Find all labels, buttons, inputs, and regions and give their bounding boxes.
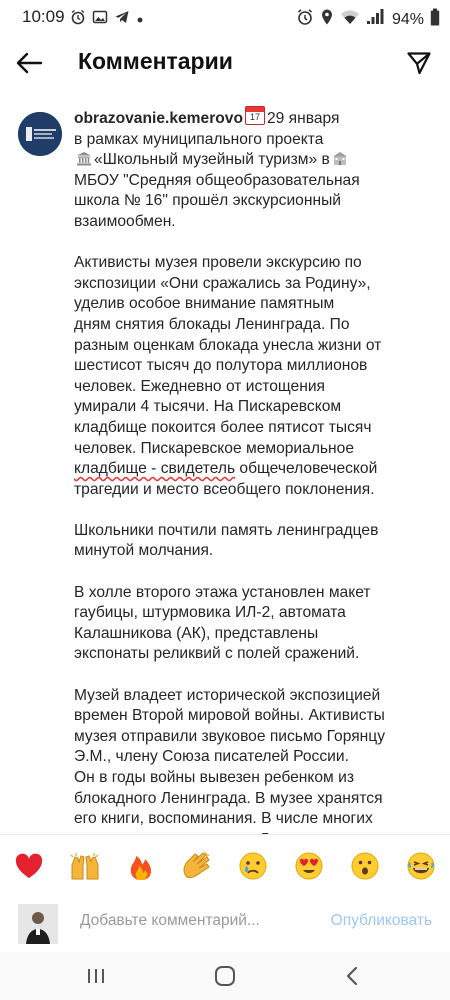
post-caption	[74, 106, 434, 892]
calendar-icon: 17	[245, 106, 265, 125]
surprised-face-icon[interactable]	[348, 849, 382, 883]
battery-icon	[430, 8, 440, 31]
fire-icon[interactable]	[124, 849, 158, 883]
school-icon	[332, 151, 348, 166]
laughing-face-icon[interactable]	[404, 849, 438, 883]
page-title: Комментарии	[78, 48, 233, 74]
heart-icon[interactable]	[12, 849, 46, 883]
avatar[interactable]	[18, 904, 58, 944]
paper-plane-icon	[406, 50, 432, 81]
username-link[interactable]: obrazovanie.kemerovo	[74, 110, 243, 127]
crying-face-icon[interactable]	[236, 849, 270, 883]
recents-icon[interactable]	[82, 962, 110, 990]
back-button[interactable]	[12, 48, 46, 82]
signal-icon	[366, 8, 384, 31]
raised-hands-icon[interactable]	[68, 849, 102, 883]
image-icon	[92, 9, 108, 30]
wifi-icon	[340, 8, 360, 31]
battery-percentage: 94%	[391, 10, 424, 28]
emoji-reactions-bar	[0, 834, 450, 897]
dot-icon	[136, 11, 144, 29]
back-icon[interactable]	[338, 962, 366, 990]
classical-building-icon	[76, 151, 92, 166]
telegram-icon	[114, 9, 130, 30]
caption-paragraph: Школьники почтили память ленинградцев минутой молчания.	[74, 521, 379, 560]
arrow-left-icon	[15, 51, 43, 80]
alarm-icon	[70, 9, 86, 30]
location-icon	[320, 8, 334, 31]
heart-eyes-icon[interactable]	[292, 849, 326, 883]
caption-paragraph: obrazovanie.kemerovo 17 29 января в рамках муниципального проекта «Школьный музейный туризм» в МБОУ "Средняя общеобразовательная школа № 16" прошёл экскурсионный взаимообмен.	[74, 106, 434, 233]
avatar[interactable]	[18, 112, 62, 156]
comments-content	[0, 92, 450, 834]
publish-button[interactable]: Опубликовать	[330, 912, 432, 929]
header	[0, 36, 450, 92]
spellcheck-underline: кладбище - свидетель	[74, 460, 236, 478]
caption-paragraph: Музей владеет исторической экспозицией времен Второй мировой войны. Активисты музея отправили звуковое письмо Горянцу Э.М., члену Союза писателей России. Он в годы войны вывезен ребенком из блокадного Ленинграда. В музее хранятся его книги, воспоминания. В числе многих	[74, 686, 386, 828]
system-navigation-bar	[0, 952, 450, 1000]
alarm-clock-icon	[296, 8, 314, 31]
clapping-hands-icon[interactable]	[180, 849, 214, 883]
caption-paragraph: Активисты музея провели экскурсию по экспозиции «Они сражались за Родину», уделив особое внимание памятным дням снятия блокады Ленинграда. По разным оценкам блокада унесла жизни от шестисот тысяч до полутора миллионов человек. Ежедневно от истощения умирали 4 тысячи. На Пискаревском кладбище покоится более пятисот тысяч человек. Пискаревское мемориальное кладбище - свидетель общечеловеческой трагедии и место всеобщего поклонения.	[74, 254, 382, 498]
share-button[interactable]	[402, 48, 436, 82]
comment-input[interactable]	[80, 912, 290, 930]
home-icon[interactable]	[211, 962, 239, 990]
status-bar	[0, 0, 450, 36]
comment-composer	[0, 896, 450, 952]
status-time: 10:09	[22, 7, 65, 26]
caption-paragraph: В холле второго этажа установлен макет гаубицы, штурмовика ИЛ-2, автомата Калашникова (АК), представлены экспонаты реликвий с полей сражений.	[74, 583, 371, 663]
